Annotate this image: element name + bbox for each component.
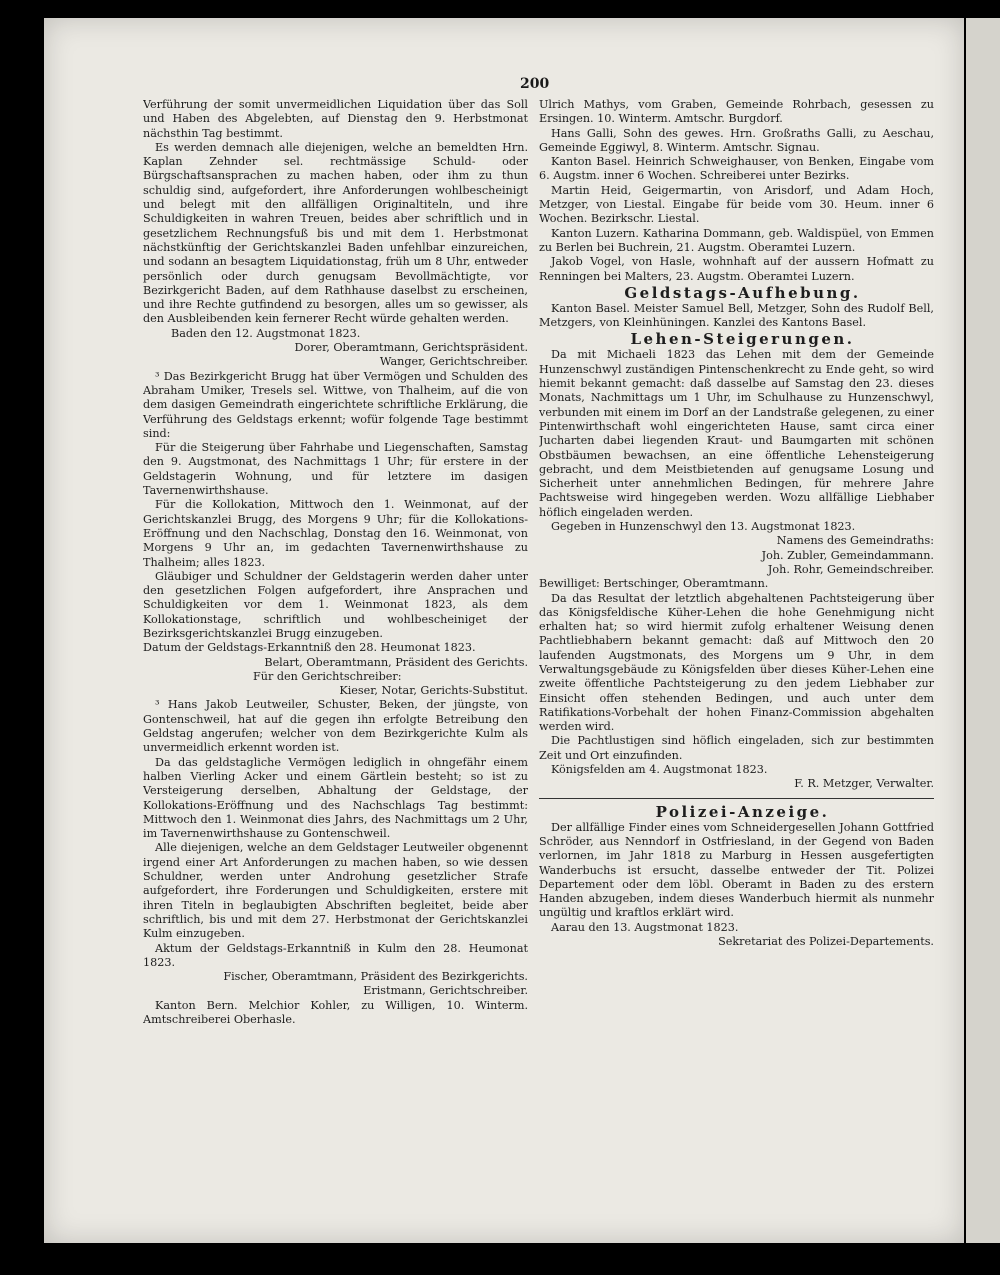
left-paragraph: Für den Gerichtschreiber: (253, 669, 402, 683)
left-paragraph: Für die Kollokation, Mittwoch den 1. Weinmonat, auf der Gerichtskanzlei Brugg, des Morgens 9 Uhr; für die Kollokations-Eröffnung und den Nachschlag, Donstag den 16. Weinmonat, von Morgens 9 Uhr an, im gedachten Tavernenwirthshause zu Thalheim; alles 1823. (143, 498, 528, 569)
page-number: 200 (520, 76, 550, 92)
right-paragraph: Die Pachtlustigen sind höflich eingeladen, sich zur bestimmten Zeit und Ort einzufinden. (539, 734, 934, 762)
section-heading: Lehen-Steigerungen. (630, 330, 855, 349)
signature-line: Belart, Oberamtmann, Präsident des Gerichts. (264, 655, 528, 669)
left-paragraph: ³ Das Bezirkgericht Brugg hat über Vermögen und Schulden des Abraham Umiker, Tresels sel. Wittwe, von Thalheim, auf die von dem dasigen Gemeindrath eingerichtete schriftliche Erklärung, die Verführung des Geldstags erkennt; wofür folgende Tage bestimmt sind: (143, 369, 528, 440)
signature-line: F. R. Metzger, Verwalter. (794, 777, 934, 791)
left-paragraph: Da das geldstagliche Vermögen lediglich in ohngefähr einem halben Vierling Acker und einem Gärtlein besteht; so ist zu Versteigerung derselben, Abhaltung der Geldstage, der Kollokations-Eröffnung und des Nachschlags Tag bestimmt: Mittwoch den 1. Weinmonat dies Jahrs, des Nachmittags um 2 Uhr, im Tavernenwirthshause zu Gontenschweil. (143, 755, 528, 841)
right-paragraph: Jakob Vogel, von Hasle, wohnhaft auf der aussern Hofmatt zu Renningen bei Malters, 23. Augstm. Oberamtei Luzern. (539, 255, 934, 283)
left-paragraph: Verführung der somit unvermeidlichen Liquidation über das Soll und Haben des Abgelebten, auf Dienstag den 9. Herbstmonat nächsthin Tag bestimmt. (143, 98, 528, 140)
right-paragraph: Da mit Michaeli 1823 das Lehen mit dem der Gemeinde Hunzenschwyl zuständigen Pintenschenkrecht zu Ende geht, so wird hiemit bekannt gemacht: daß dasselbe auf Samstag den 23. dieses Monats, Nachmittags um 1 Uhr, im Schulhause zu Hunzenschwyl, verbunden mit einem im Dorf an der Landstraße gelegenen, zu einer Pintenwirthschaft wohl eingerichteten Hause, samt circa einer Jucharten dabei liegenden Kraut- und Baumgarten mit schönen Obstbäumen bewachsen, an eine öffentliche Lehensteigerung gebracht, und dem Meistbietenden auf genugsame Losung und Sicherheit unter annehmlichen Bedingen, für mehrere Jahre Pachtsweise wird hingegeben werden. Wozu allfällige Liebhaber höflich eingeladen werden. (539, 348, 934, 519)
right-paragraph: Der allfällige Finder eines vom Schneidergesellen Johann Gottfried Schröder, aus Nenndorf in Ostfriesland, in der Gegend von Baden verlornen, im Jahr 1818 zu Marburg in Hessen ausgefertigten Wanderbuchs ist ersucht, dasselbe entweder der Tit. Polizei Departement oder dem löbl. Oberamt in Baden zu des erstern Handen abzugeben, indem dieses Wanderbuch hiermit als nunmehr ungültig und kraftlos erklärt wird. (539, 820, 934, 920)
left-paragraph: Gläubiger und Schuldner der Geldstagerin werden daher unter den gesetzlichen Folgen aufgefordert, ihre Ansprachen und Schuldigkeiten vor dem 1. Weinmonat 1823, als dem Kollokationstage, schriftlich und wohlbescheiniget der Bezirksgerichtskanzlei Brugg einzugeben. (143, 569, 528, 640)
right-paragraph: Da das Resultat der letztlich abgehaltenen Pachtsteigerung über das Königsfeldische Küher-Lehen die hohe Genehmigung nicht erhalten hat; so wird hiermit zufolg erhaltener Weisung denen Pachtliebhabern bekannt gemacht: daß auf Mittwoch den 20 laufenden Augstmonats, des Morgens um 9 Uhr, in dem Verwaltungsgebäude zu Königsfelden über dieses Küher-Lehen eine zweite öffentliche Pachtsteigerung zu den jedem Liebhaber zur Einsicht offen stehenden Bedingen, und auch unter dem Ratifikations-Vorbehalt der hohen Finanz-Commission abgehalten werden wird. (539, 591, 934, 734)
signature-line: Joh. Rohr, Gemeindschreiber. (767, 562, 934, 576)
right-paragraph: Martin Heid, Geigermartin, von Arisdorf, und Adam Hoch, Metzger, von Liestal. Eingabe für beide vom 30. Heum. inner 6 Wochen. Bezirkschr. Liestal. (539, 183, 934, 226)
right-paragraph: Kanton Basel. Meister Samuel Bell, Metzger, Sohn des Rudolf Bell, Metzgers, von Kleinhüningen. Kanzlei des Kantons Basel. (539, 301, 934, 330)
right-column (539, 98, 934, 1088)
left-paragraph: ³ Hans Jakob Leutweiler, Schuster, Beken, der jüngste, von Gontenschweil, hat auf die gegen ihn erfolgte Betreibung den Geldstag angerufen; welcher von dem Bezirkgerichte Kulm als unvermeidlich erkennt worden ist. (143, 698, 528, 755)
signature-line: Eristmann, Gerichtschreiber. (363, 984, 528, 998)
left-paragraph: Alle diejenigen, welche an dem Geldstager Leutweiler obgenennt irgend einer Art Anforderungen zu machen haben, so wie dessen Schuldner, werden unter Androhung gesetzlicher Strafe aufgefordert, ihre Forderungen und Schuldigkeiten, erstere mit ihren Titeln in beglaubigten Abschriften begleitet, beide aber schriftlich, bis und mit dem 27. Herbstmonat der Gerichtskanzlei Kulm einzugeben. (143, 841, 528, 941)
signature-line: Fischer, Oberamtmann, Präsident des Bezirkgerichts. (223, 970, 528, 984)
signature-line: Sekretariat des Polizei-Departements. (718, 935, 934, 949)
signature-line: Kieser, Notar, Gerichts-Substitut. (339, 684, 528, 698)
left-paragraph: Aktum der Geldstags-Erkanntniß in Kulm den 28. Heumonat 1823. (143, 941, 528, 969)
left-paragraph: Es werden demnach alle diejenigen, welche an bemeldten Hrn. Kaplan Zehnder sel. rechtmässige Schuld- oder Bürgschaftsansprachen zu machen haben, oder ihm zu thun schuldig sind, aufgefordert, ihre Anforderungen wohlbescheinigt und belegt mit den allfälligen Originaltiteln, und ihre Schuldigkeiten in wahren Treuen, beides aber schriftlich und in gesetzlichem Rechnungsfuß bis und mit dem 1. Herbstmonat nächstkünftig der Gerichtskanzlei Baden unfehlbar einzureichen, und sodann an besagtem Liquidationstag, früh um 8 Uhr, entweder persönlich oder durch genugsam Bevollmächtigte, vor Bezirkgericht Baden, auf dem Rathhause daselbst zu erscheinen, und ihre Rechte gutfindend zu besorgen, alles um so gewisser, als den Ausbleibenden kein fernerer Recht würde gehalten werden. (143, 140, 528, 326)
right-paragraph: Königsfelden am 4. Augstmonat 1823. (551, 763, 768, 777)
right-paragraph: Ulrich Mathys, vom Graben, Gemeinde Rohrbach, gesessen zu Ersingen. 10. Winterm. Amtschr. Burgdorf. (539, 98, 934, 126)
right-paragraph: Gegeben in Hunzenschwyl den 13. Augstmonat 1823. (551, 520, 856, 534)
signature-line: Namens des Gemeindraths: (776, 534, 934, 548)
left-paragraph: Datum der Geldstags-Erkanntniß den 28. Heumonat 1823. (143, 641, 476, 655)
right-paragraph: Kanton Luzern. Katharina Dommann, geb. Waldispüel, von Emmen zu Berlen bei Buchrein, 21. Augstm. Oberamtei Luzern. (539, 226, 934, 254)
signature-line: Dorer, Oberamtmann, Gerichtspräsident. (294, 341, 528, 355)
left-paragraph: Kanton Bern. Melchior Kohler, zu Willigen, 10. Winterm. Amtschreiberei Oberhasle. (143, 998, 528, 1026)
left-paragraph: Baden den 12. Augstmonat 1823. (171, 326, 361, 340)
section-heading: Polizei-Anzeige. (655, 802, 830, 821)
right-paragraph: Aarau den 13. Augstmonat 1823. (551, 920, 739, 934)
section-heading: Geldstags-Aufhebung. (624, 283, 861, 302)
right-paragraph: Hans Galli, Sohn des gewes. Hrn. Großraths Galli, zu Aeschau, Gemeinde Eggiwyl, 8. Winterm. Amtschr. Signau. (539, 126, 934, 154)
right-paragraph: Bewilliget: Bertschinger, Oberamtmann. (539, 577, 769, 591)
signature-line: Joh. Zubler, Gemeindammann. (761, 548, 934, 562)
next-page-edge (966, 18, 1000, 1243)
left-paragraph: Für die Steigerung über Fahrhabe und Liegenschaften, Samstag den 9. Augstmonat, des Nachmittags 1 Uhr; für erstere in der Geldstagerin Wohnung, und für letztere im dasigen Tavernenwirthshause. (143, 441, 528, 498)
right-paragraph: Kanton Basel. Heinrich Schweighauser, von Benken, Eingabe vom 6. Augstm. inner 6 Wochen. Schreiberei unter Bezirks. (539, 155, 934, 183)
left-column (143, 98, 528, 1103)
section-divider (539, 798, 934, 799)
signature-line: Wanger, Gerichtschreiber. (379, 355, 528, 369)
